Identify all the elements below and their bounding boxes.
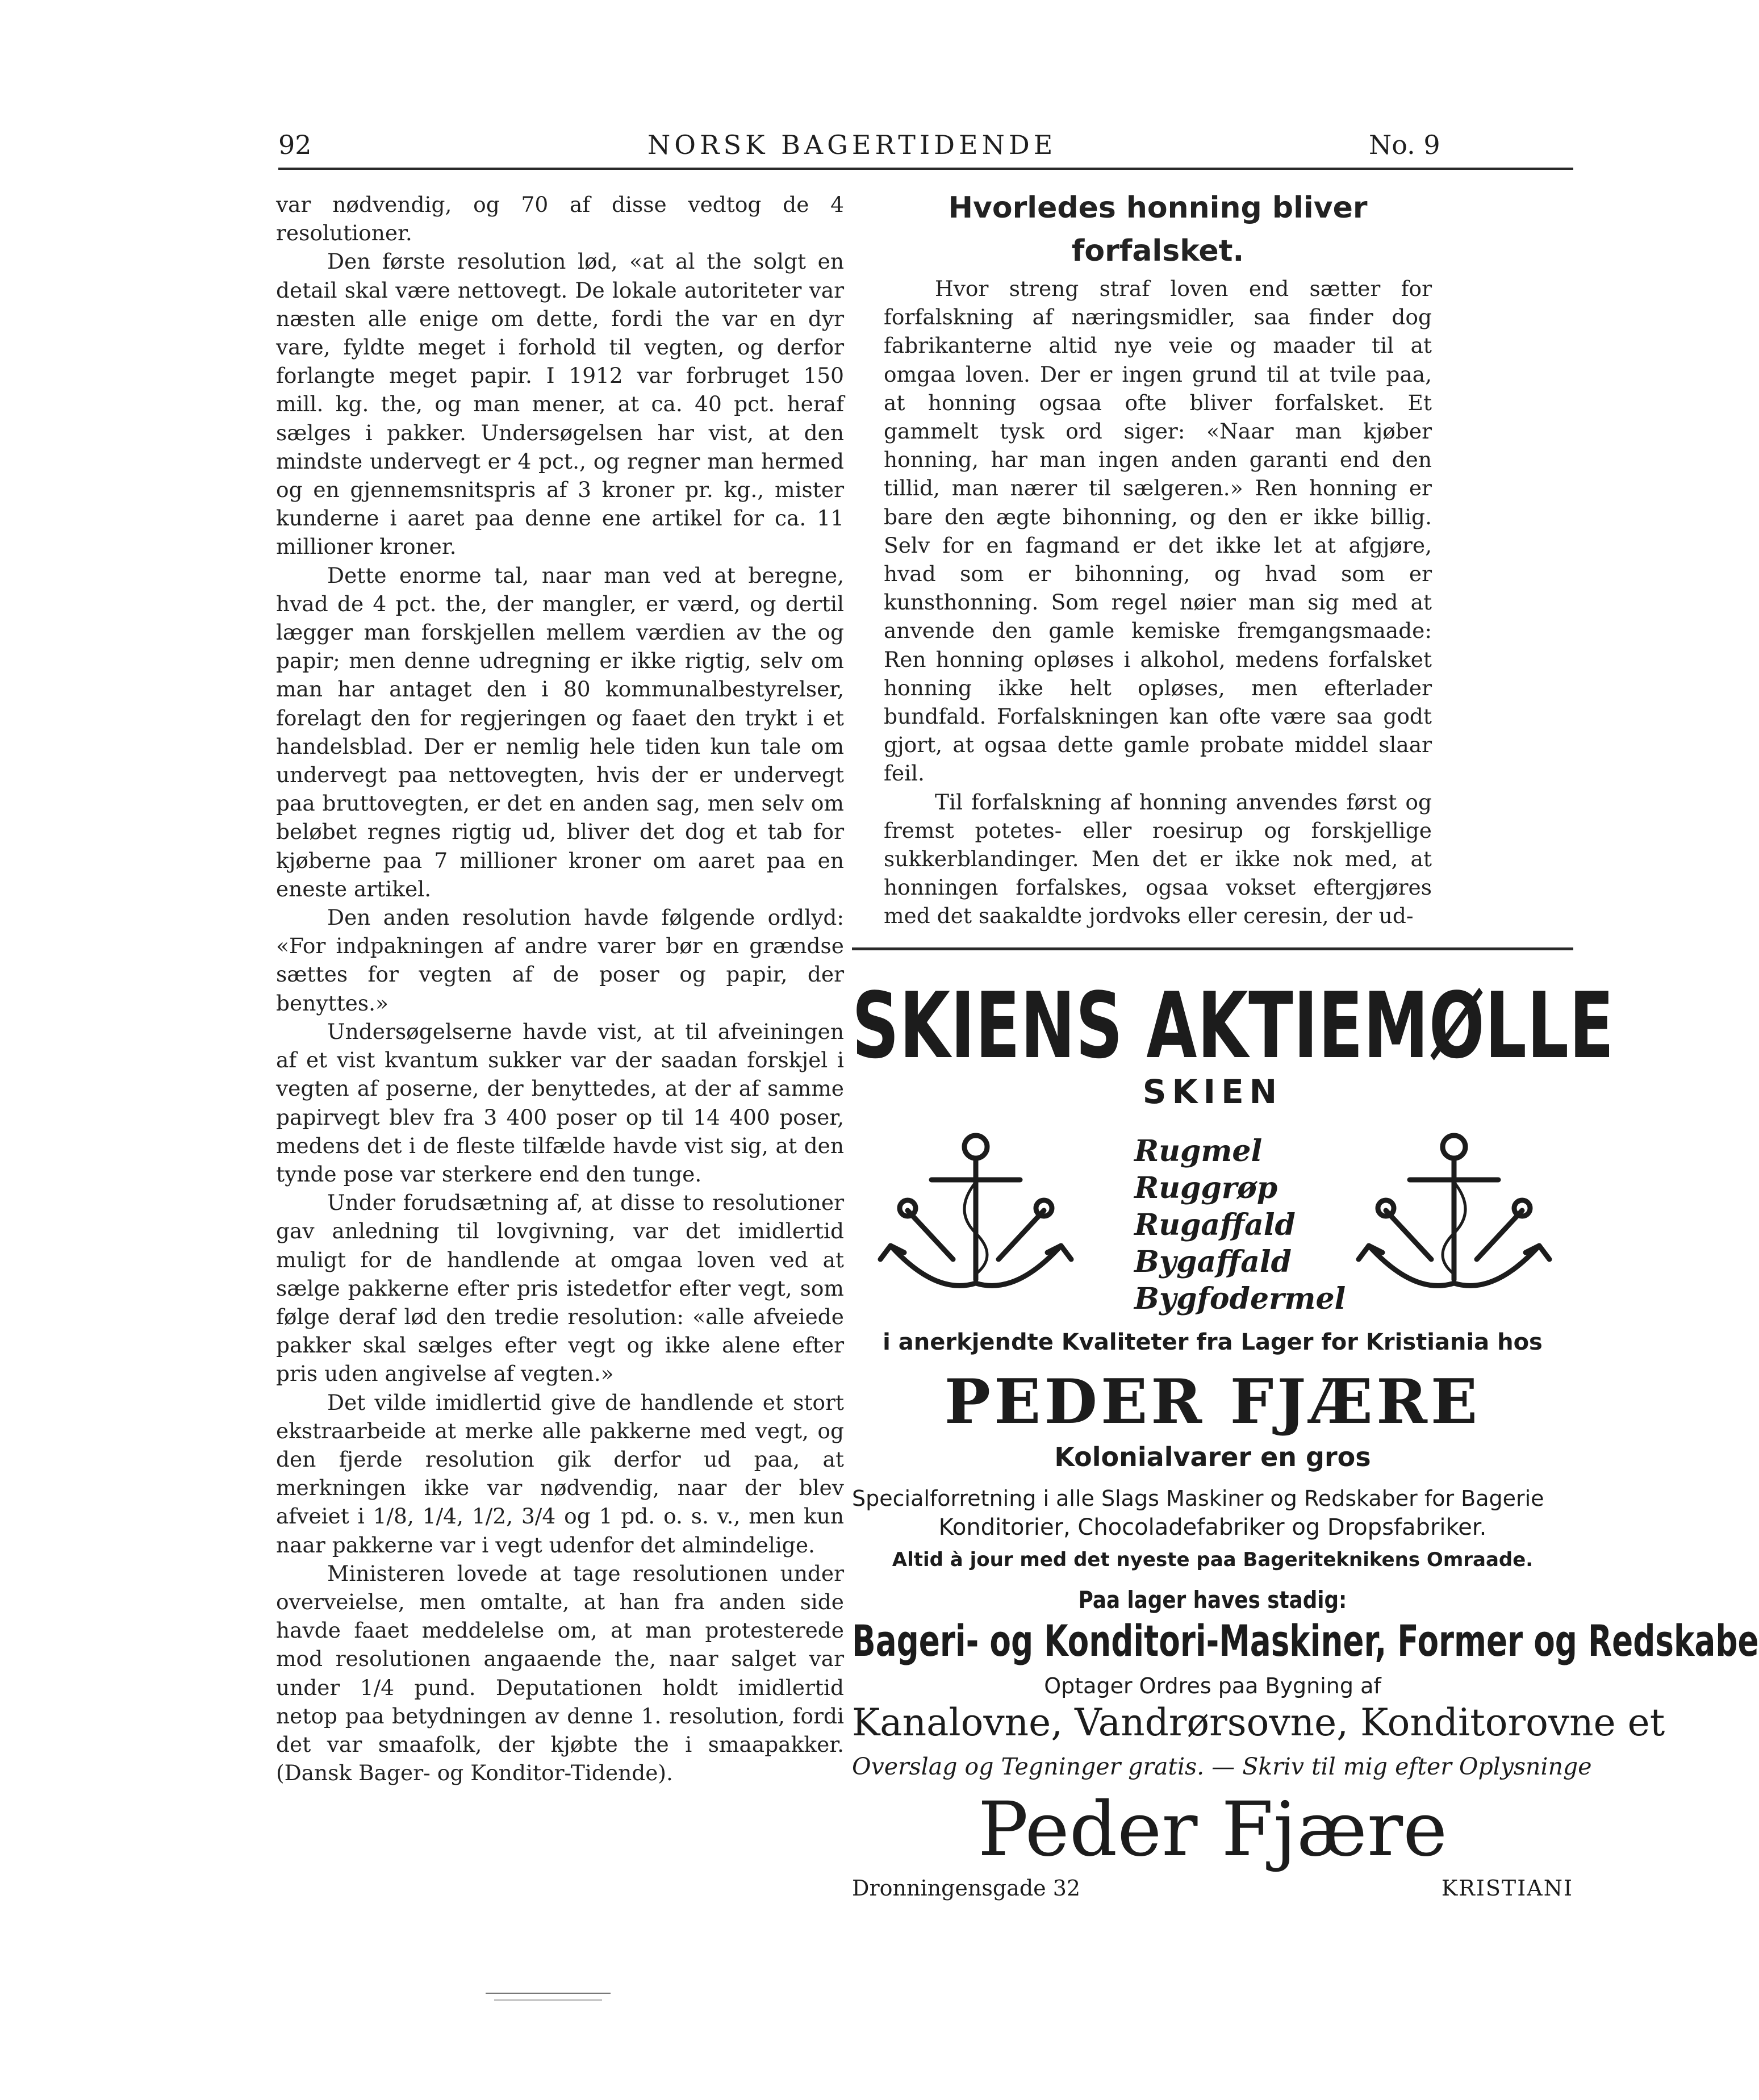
article-body (884, 274, 1432, 930)
paragraph: var nødvendig, og 70 af disse vedtog de 4 resolutioner. (276, 192, 844, 246)
ad-product: Rugaffald (1134, 1208, 1296, 1242)
ad-dealer-name: PEDER FJÆRE (944, 1366, 1481, 1438)
page-number: 92 (278, 130, 312, 160)
left-column (276, 190, 844, 1787)
ad-address: Dronningensgade 32 (852, 1876, 1081, 1901)
ad-dealer-type: Kolonialvarer en gros (1054, 1442, 1371, 1472)
ad-product: Rugmel (1134, 1134, 1263, 1168)
end-rule (486, 1993, 611, 1994)
article-title: Hvorledes honning bliver forfalsket. (948, 191, 1368, 268)
paragraph: Under forudsætning af, at disse to resolutioner gav anledning til lovgivning, var det imidlertid muligt for de handlende at omgaa loven ved at sælge pakkerne efter pris istedetfor efter vegt, som følge deraf lød den tredie resolution: «alle afveiede pakker skal sælges efter vegt og ikke alene efter pris uden angivelse af vegten.» (276, 1190, 844, 1387)
paragraph: Til forfalskning af honning anvendes først og fremst potetes- eller roesirup og forskjellige sukkerblandinger. Men det er ikke nok med, at honningen forfalskes, ogsaa vokset eftergjøres med det saakaldte jordvoks eller ceresin, der ud- (884, 789, 1432, 929)
paragraph: Den anden resolution havde følgende ordlyd: «For indpakningen af andre varer bør en grændse sættes for vegten af de poser og papir, der benyttes.» (276, 905, 844, 1016)
paragraph: Dette enorme tal, naar man ved at beregne, hvad de 4 pct. the, der mangler, er værd, og dertil lægger man forskjellen mellem værdien av the og papir; men denne udregning er ikke rigtig, selv om man har antaget den i 80 kommunalbestyrelser, forelagt den for regjeringen og faaet den trykt i et handelsblad. Der er nemlig hele tiden kun tale om undervegt paa nettovegten, hvis der er undervegt paa bruttovegten, er det en anden sag, men selv om beløbet regnes rigtig ud, bliver det dog et tab for kjøberne paa 7 millioner kroner om aaret paa en eneste artikel. (276, 562, 844, 901)
anchor-icon (868, 1125, 1084, 1307)
paragraph: Det vilde imidlertid give de handlende et stort ekstraarbeide at merke alle pakkerne med vegt, og den fjerde resolution gik derfor ud paa, at merkningen ikke var nødvendig, naar der blev afveiet i 1/8, 1/4, 1/2, 3/4 og 1 pd. o. s. v., men kun naar pakkerne var i vegt udenfor det almindelige. (276, 1389, 844, 1558)
advertisement (852, 952, 1759, 2020)
running-title: NORSK BAGERTIDENDE (647, 130, 1057, 160)
ad-product: Ruggrøp (1134, 1171, 1278, 1205)
ad-city: SKIEN (1142, 1072, 1283, 1111)
ad-company-name: SKIENS AKTIEMØLLE (852, 972, 1615, 1079)
ad-product: Bygfodermel (1134, 1281, 1346, 1316)
paragraph: Den første resolution lød, «at al the solgt en detail skal være nettovegt. De lokale autoriteter var næsten alle enige om dette, fordi the var en dyr vare, fyldte meget i forhold til vegten, og derfor forlangte meget papir. I 1912 var forbruget 150 mill. kg. the, og man mener, at ca. 40 pct. heraf sælges i pakker. Undersøgelsen har vist, at den mindste undervegt er 4 pct., og regner man hermed og en gjennemsnitspris af 3 kroner pr. kg., mister kunderne i aaret paa denne ene artikel for ca. 11 millioner kroner. (276, 249, 844, 560)
ad-uptodate-line: Altid à jour med det nyeste paa Bageriteknikens Omraade. (892, 1548, 1534, 1571)
ad-orders-line: Optager Ordres paa Bygning af (1044, 1673, 1381, 1698)
ad-product: Bygaffald (1134, 1245, 1292, 1279)
anchor-icon (1346, 1125, 1562, 1307)
ad-quality-line: i anerkjendte Kvaliteter fra Lager for Kristiania hos (883, 1329, 1543, 1355)
header-rule (278, 168, 1573, 170)
ad-specialty-line: Konditorier, Chocoladefabriker og Dropsfabriker. (938, 1514, 1487, 1540)
ad-machines-line: Bageri- og Konditori-Maskiner, Former og Redskabe (852, 1615, 1759, 1666)
ad-product-list (1134, 1133, 1346, 1317)
ad-signature: Peder Fjære (977, 1786, 1448, 1873)
ad-top-rule (852, 947, 1573, 950)
ad-ovens-line: Kanalovne, Vandrørsovne, Konditorovne et (852, 1701, 1665, 1744)
ad-place: KRISTIANI (1441, 1876, 1573, 1901)
paragraph: Undersøgelserne havde vist, at til afveiningen af et vist kvantum sukker var der saadan forskjel i vegten af poserne, der benyttedes, at der af samme papirvegt blev fra 3 400 poser op til 14 400 poser, medens det i de fleste tilfælde havde vist sig, at den tynde pose var sterkere end den tunge. (276, 1018, 844, 1187)
paragraph: Hvor streng straf loven end sætter for forfalskning af næringsmidler, saa finder dog fabrikanterne altid nye veie og maader til at omgaa loven. Der er ingen grund til at tvile paa, at honning ogsaa ofte bliver forfalsket. Et gammelt tysk ord siger: «Naar man kjøber honning, har man ingen anden garanti end den tillid, man nærer til sælgeren.» Ren honning er bare den ægte bihonning, og den er ikke billig. Selv for en fagmand er det ikke let at afgjøre, hvad som er bihonning, og hvad som er kunsthonning. Som regel nøier man sig med at anvende den gamle kemiske fremgangsmaade: Ren honning opløses i alkohol, medens forfalsket honning ikke helt opløses, men efterlader bundfald. Forfalskningen kan ofte være saa godt gjort, at ogsaa dette gamle probate middel slaar feil. (884, 276, 1432, 786)
issue-number: No. 9 (1369, 130, 1440, 160)
end-rule (494, 1999, 602, 2001)
paragraph: Ministeren lovede at tage resolutionen under overveielse, men omtalte, at han fra anden side havde faaet meddelelse om, at man protesterede mod resolutionen angaaende the, naar salget var under 1/4 pund. Deputationen holdt imidlertid netop paa betydningen av denne 1. resolution, fordi det var smaafolk, der kjøbte the i smaapakker. (Dansk Bager- og Konditor-Tidende). (276, 1560, 844, 1786)
ad-specialty-line: Specialforretning i alle Slags Maskiner og Redskaber for Bagerie (852, 1486, 1544, 1511)
ad-quote-line: Overslag og Tegninger gratis. — Skriv til mig efter Oplysninge (852, 1753, 1592, 1780)
ad-stock-line: Paa lager haves stadig: (1078, 1586, 1347, 1614)
